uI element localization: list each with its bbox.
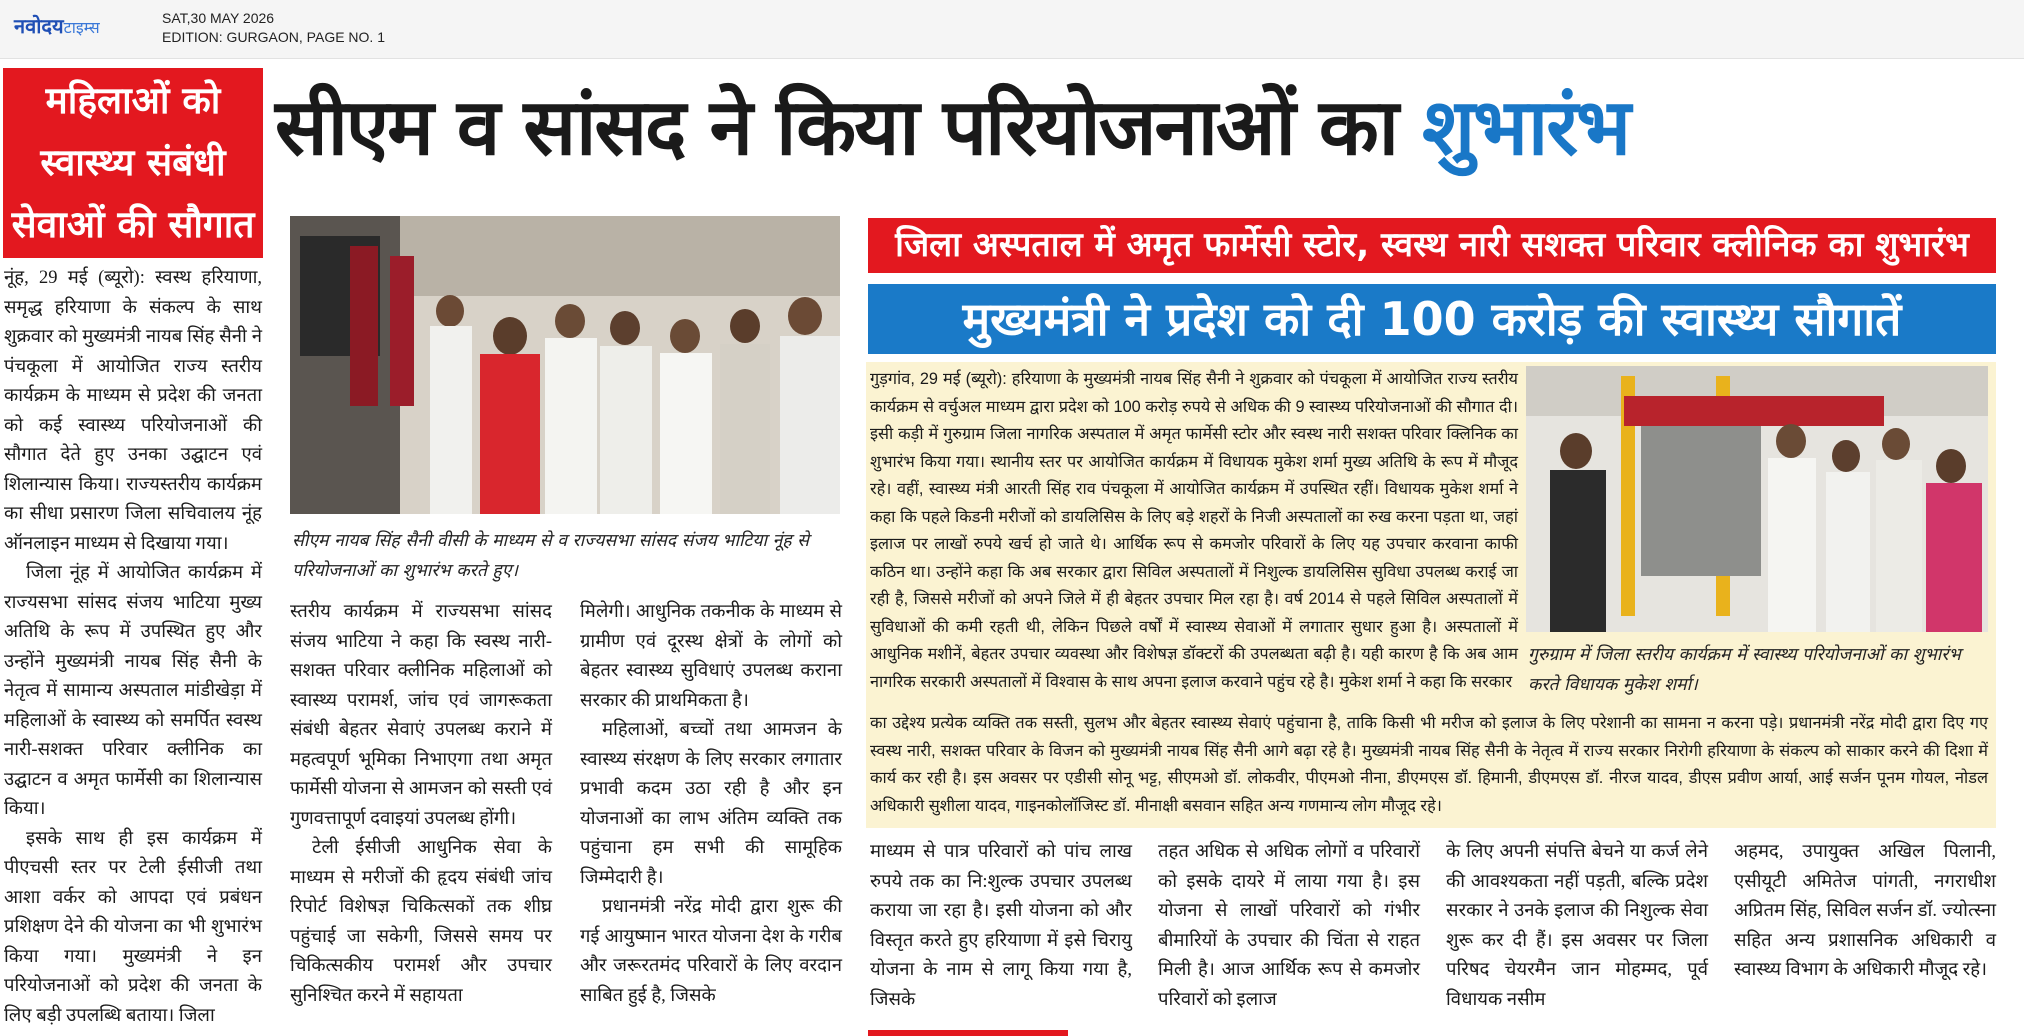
red-box-line-3: सेवाओं की सौगात — [11, 203, 255, 246]
red-box-line-2: स्वास्थ्य संबंधी — [40, 141, 226, 184]
main-headline — [275, 78, 1629, 178]
mid-col2-paragraph-2: महिलाओं, बच्चों तथा आमजन के स्वास्थ्य संरक्षण के लिए सरकार लगातार प्रभावी कदम उठा रही है और इन योजनाओं का लाभ अंतिम व्यक्ति तक पहुंचाना हम सभी की सामूहिक जिम्मेदारी है। — [580, 720, 842, 888]
headline-text: सीएम व सांसद ने किया परियोजनाओं का — [275, 83, 1423, 173]
photo-inauguration-nuh[interactable] — [290, 216, 840, 514]
photo-2-caption: गुरुग्राम में जिला स्तरीय कार्यक्रम में स्वास्थ्य परियोजनाओं का शुभारंभ करते विधायक मुकेश शर्मा। — [1528, 645, 1961, 695]
blue-subheadline: मुख्यमंत्री ने प्रदेश को दी 100 करोड़ की स्वास्थ्य सौगातें — [868, 284, 1996, 354]
top-bar — [0, 0, 2024, 59]
photo-1-caption: सीएम नायब सिंह सैनी वीसी के माध्यम से व राज्यसभा सांसद संजय भाटिया नूंह से परियोजनाओं का शुभारंभ करते हुए। — [292, 531, 809, 581]
logo-suffix: टाइम्स — [63, 18, 100, 37]
middle-column-2 — [580, 598, 842, 1014]
left-article-column — [4, 264, 262, 1026]
red-highlight-box — [3, 68, 263, 258]
bottom-column-2: तहत अधिक से अधिक लोगों व परिवारों को इसके दायरे में लाया गया है। इस योजना से लाखों परिवारों को गंभीर बीमारियों के उपचार की चिंता से राहत मिली है। आज आर्थिक रूप से कमजोर परिवारों को इलाज — [1158, 842, 1420, 1010]
bottom-column-3: के लिए अपनी संपत्ति बेचने या कर्ज लेने की आवश्यकता नहीं पड़ती, बल्कि प्रदेश सरकार ने उनके इलाज की निशुल्क सेवा शुरू कर दी हैं। इस अवसर पर जिला परिषद चेयरमैन जान मोहम्मद, पूर्व विधायक नसीम — [1446, 842, 1708, 1010]
bottom-column-1: माध्यम से पात्र परिवारों को पांच लाख रुपये तक का नि:शुल्क उपचार उपलब्ध कराया जा रहा है। इसी योजना को और विस्तृत करते हुए हरियाणा में इसे चिरायु योजना के नाम से लागू किया गया है, जिसके — [870, 842, 1132, 1010]
gurgaon-story-lower-text: का उद्देश्य प्रत्येक व्यक्ति तक सस्ती, सुलभ और बेहतर स्वास्थ्य सेवाएं पहुंचाना है, ताकि किसी भी मरीज को इलाज के लिए परेशानी का सामना न करना पड़े। प्रधानमंत्री नरेंद्र मोदी द्वारा दिए गए स्वस्थ नारी, सशक्त परिवार के विजन को मुख्यमंत्री नायब सिंह सैनी आगे बढ़ा रहे है। मुख्यमंत्री नायब सिंह सैनी के नेतृत्व में राज्य सरकार निरोगी हरियाणा के संकल्प को साकार करने की दिशा में कार्य कर रही है। इस अवसर पर एडीसी सोनू भट्ट, सीएमओ डॉ. लोकवीर, पीएमओ नीना, डीएमएस डॉ. हिमानी, डीएमएस डॉ. नीरज यादव, डीएस प्रवीण आर्या, आई सर्जन पूनम गोयल, नोडल अधिकारी सुशीला यादव, गाइनकोलॉजिस्ट डॉ. मीनाक्षी बसवान सहित अन्य गणमान्य लोग मौजूद रहे। — [870, 714, 1988, 815]
red-subheadline: जिला अस्पताल में अमृत फार्मेसी स्टोर, स्वस्थ नारी सशक्त परिवार क्लीनिक का शुभारंभ — [868, 218, 1996, 273]
section-marker — [868, 1030, 1068, 1036]
headline-highlight: शुभारंभ — [1422, 83, 1629, 173]
logo-text: नवोदय — [14, 14, 64, 38]
mid-col2-paragraph-3: प्रधानमंत्री नरेंद्र मोदी द्वारा शुरू की गई आयुष्मान भारत योजना देश के गरीब और जरूरतमंद परिवारों के लिए वरदान साबित हुई है, जिसके — [580, 897, 842, 1006]
mid-col2-paragraph-1: मिलेगी। आधुनिक तकनीक के माध्यम से ग्रामीण एवं दूरस्थ क्षेत्रों के लोगों को बेहतर स्वास्थ्य सुविधाएं उपलब्ध कराना सरकार की प्राथमिकता है। — [580, 602, 842, 711]
gurgaon-story-upper-text — [870, 366, 1518, 726]
left-paragraph-2: जिला नूंह में आयोजित कार्यक्रम में राज्यसभा सांसद संजय भाटिया मुख्य अतिथि के रूप में उपस्थित हुए और उन्होंने मुख्यमंत्री नायब सिंह सैनी के नेतृत्व में सामान्य अस्पताल मांडीखेड़ा में महिलाओं के स्वास्थ्य को समर्पित स्वस्थ नारी-सशक्त परिवार क्लीनिक का उद्घाटन व अमृत फार्मेसी का शिलान्यास किया। — [4, 563, 262, 819]
photo-1-image — [290, 216, 840, 514]
middle-column-1 — [290, 598, 552, 1014]
left-paragraph-3: इसके साथ ही इस कार्यक्रम में पीएचसी स्तर पर टेली ईसीजी तथा आशा वर्कर को आपदा एवं प्रबंधन प्रशिक्षण देने की योजना का भी शुभारंभ किया गया। मुख्यमंत्री ने इन परियोजनाओं को प्रदेश की जनता के लिए बड़ी उपलब्धि बताया। जिला — [4, 828, 262, 1026]
issue-date: SAT,30 MAY 2026 — [162, 10, 275, 26]
gurgaon-story-para-1: गुड़गांव, 29 मई (ब्यूरो): हरियाणा के मुख्यमंत्री नायब सिंह सैनी ने शुक्रवार को पंचकूला में आयोजित राज्य स्तरीय कार्यक्रम से वर्चुअल माध्यम द्वारा प्रदेश को 100 करोड़ रुपये से अधिक की 9 स्वास्थ्य परियोजनाओं की सौगात दी। इसी कड़ी में गुरुग्राम जिला नागरिक अस्पताल में अमृत फार्मेसी स्टोर और स्वस्थ नारी सशक्त परिवार क्लिनिक का शुभारंभ किया गया। स्थानीय स्तर पर आयोजित कार्यक्रम में विधायक मुकेश शर्मा मुख्य अतिथि के रूप में मौजूद रहे। वहीं, स्वास्थ्य मंत्री आरती सिंह राव पंचकूला में आयोजित कार्यक्रम में उपस्थित रहीं। विधायक मुकेश शर्मा ने कहा कि पहले किडनी मरीजों को डायलिसिस के लिए बड़े शहरों के निजी अस्पतालों का रुख करना पड़ता था, जहां इलाज पर लाखों रुपये खर्च हो जाते थे। — [870, 370, 1518, 553]
gurgaon-story-para-2-upper: आर्थिक रूप से कमजोर परिवारों के लिए यह उपचार करवाना काफी कठिन था। उन्होंने कहा कि अब सरकार द्वारा सिविल अस्पतालों में निशुल्क डायलिसिस सुविधा उपलब्ध कराई जा रही है, जिससे मरीजों को अपने जिले में ही बेहतर उपचार मिल रहा है। वर्ष 2014 से पहले सिविल अस्पतालों में सुविधाओं की कमी रहती थी, लेकिन पिछले वर्षों में स्वास्थ्य सेवाओं में लगातार सुधार हुआ है। अस्पतालों में आधुनिक मशीनें, बेहतर उपचार व्यवस्था और विशेषज्ञ डॉक्टरों की उपलब्धता बढ़ी है। यही कारण है कि अब आम नागरिक सरकारी अस्पतालों में विश्वास के साथ अपना इलाज करवाने पहुंच रहे है। मुकेश शर्मा ने कहा कि सरकार — [870, 535, 1518, 691]
left-paragraph-1: नूंह, 29 मई (ब्यूरो): स्वस्थ हरियाणा, समृद्ध हरियाणा के संकल्प के साथ शुक्रवार को मुख्यमंत्री नायब सिंह सैनी ने पंचकूला में आयोजित राज्य स्तरीय कार्यक्रम के माध्यम से प्रदेश की जनता को कई स्वास्थ्य परियोजनाओं की सौगात देते हुए उनका उद्घाटन एवं शिलान्यास किया। राज्यस्तरीय कार्यक्रम का सीधा प्रसारण जिला सचिवालय नूंह ऑनलाइन माध्यम से दिखाया गया। — [4, 268, 262, 554]
mid-col1-paragraph-1: स्तरीय कार्यक्रम में राज्यसभा सांसद संजय भाटिया ने कहा कि स्वस्थ नारी-सशक्त परिवार क्लीनिक महिलाओं को स्वास्थ्य परामर्श, जांच एवं जागरूकता संबंधी बेहतर सेवाएं उपलब्ध कराने में महत्वपूर्ण भूमिका निभाएगा तथा अमृत फार्मेसी योजना से आमजन को सस्ती एवं गुणवत्तापूर्ण दवाइयां उपलब्ध होंगी। — [290, 602, 552, 829]
edition-page: EDITION: GURGAON, PAGE NO. 1 — [162, 29, 385, 45]
mid-col1-paragraph-2: टेली ईसीजी आधुनिक सेवा के माध्यम से मरीजों की हृदय संबंधी जांच रिपोर्ट विशेषज्ञ चिकित्सकों तक शीघ्र पहुंचाई जा सकेगी, जिससे समय पर चिकित्सकीय परामर्श और उपचार सुनिश्चित करने में सहायता — [290, 838, 552, 1006]
photo-2-image — [1526, 366, 1988, 632]
edition-info — [162, 9, 385, 47]
photo-gurgaon-event[interactable] — [1526, 366, 1988, 632]
newspaper-logo[interactable] — [14, 12, 100, 39]
red-box-line-1: महिलाओं को — [45, 79, 221, 122]
bottom-column-4: अहमद, उपायुक्त अखिल पिलानी, एसीयूटी अमितेज पांगती, नगराधीश अप्रितम सिंह, सिविल सर्जन डॉ. ज्योत्स्ना सहित अन्य प्रशासनिक अधिकारी व स्वास्थ्य विभाग के अधिकारी मौजूद रहे। — [1734, 842, 1996, 980]
